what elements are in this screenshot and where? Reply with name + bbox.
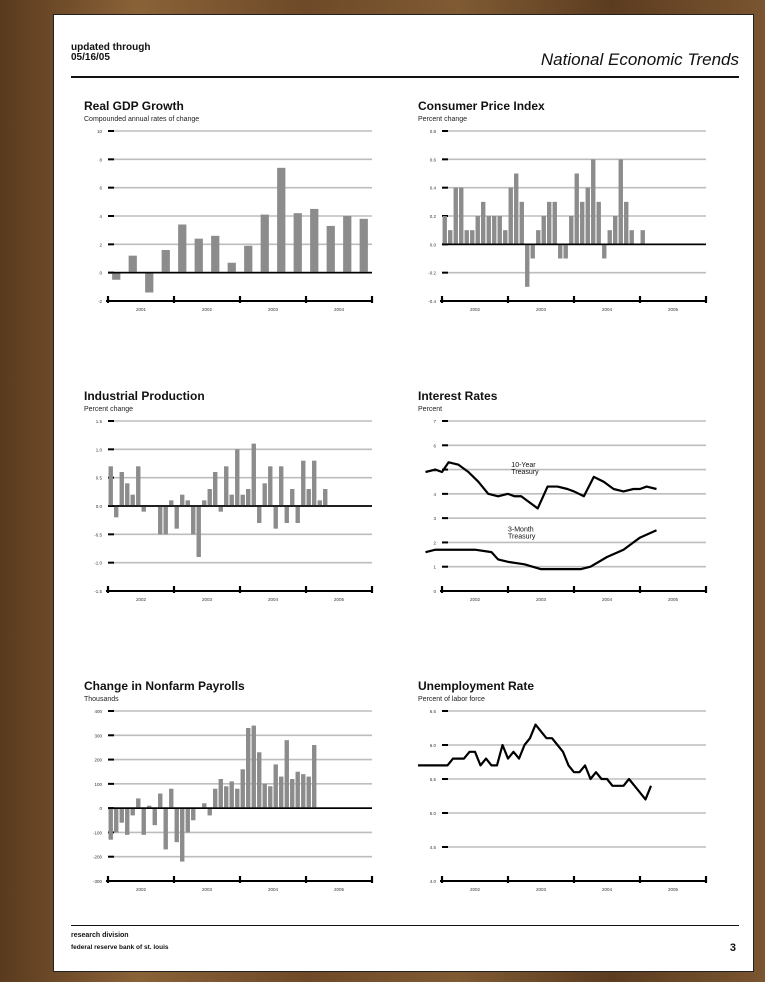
bar (465, 230, 469, 244)
bar (624, 202, 628, 245)
bar (274, 764, 278, 808)
y-tick-label: 4.0 (429, 879, 436, 884)
bar (327, 226, 335, 273)
bar (285, 506, 289, 523)
y-tick-label: 6 (433, 443, 436, 449)
y-tick-label: 0.5 (95, 475, 102, 481)
bar (129, 256, 137, 273)
bar (175, 808, 179, 842)
series-label-line: Treasury (511, 469, 539, 477)
chart-subtitle: Percent of labor force (418, 696, 485, 703)
bar (520, 202, 524, 245)
bar (470, 230, 474, 244)
bar (547, 202, 551, 245)
x-tick-label: 2004 (601, 307, 613, 312)
bar (553, 202, 557, 245)
chart-plot (418, 705, 718, 910)
bar (323, 489, 327, 506)
bar (487, 216, 491, 244)
chart-subtitle: Compounded annual rates of change (84, 116, 200, 123)
series-label (508, 527, 536, 541)
bar (195, 239, 203, 273)
bar (613, 216, 617, 244)
chart-plot (418, 415, 718, 620)
bar (279, 466, 283, 506)
x-tick-label: 2004 (267, 887, 279, 892)
y-tick-label: 0.6 (429, 157, 436, 163)
bar (257, 506, 261, 523)
bar (244, 246, 252, 273)
bar (252, 726, 256, 809)
bar (131, 495, 135, 506)
bar (580, 202, 584, 245)
bar (158, 506, 162, 534)
y-tick-label: 200 (94, 757, 102, 763)
x-tick-label: 2002 (469, 887, 481, 892)
bar (641, 230, 645, 244)
bar (558, 244, 562, 258)
bar (263, 784, 267, 808)
series-label (511, 462, 539, 476)
bar (509, 188, 513, 245)
bar (186, 808, 190, 832)
page-number: 3 (729, 942, 736, 954)
bar (591, 159, 595, 244)
header-rule (71, 76, 739, 78)
x-tick-label: 2003 (267, 307, 279, 312)
chart-subtitle: Percent change (84, 406, 134, 413)
x-tick-label: 2003 (535, 307, 547, 312)
bar (307, 777, 311, 809)
y-tick-label: 5 (433, 467, 436, 473)
chart-nonfarm-payrolls (84, 679, 384, 914)
bar (125, 808, 129, 835)
bar (294, 213, 302, 273)
bar (211, 236, 219, 273)
y-tick-label: 0.0 (95, 504, 102, 509)
y-tick-label: 7 (433, 419, 436, 424)
bar (290, 779, 294, 808)
x-tick-label: 2003 (535, 887, 547, 892)
chart-subtitle: Thousands (84, 696, 119, 703)
bar (169, 500, 173, 506)
bar (213, 789, 217, 808)
bar (476, 216, 480, 244)
bar (263, 483, 267, 506)
y-tick-label: 1 (433, 564, 436, 570)
x-tick-label: 2003 (201, 597, 213, 602)
bar (136, 466, 140, 506)
y-tick-label: 0 (433, 589, 436, 594)
bar (191, 808, 195, 820)
x-tick-label: 2004 (601, 887, 613, 892)
x-tick-label: 2005 (667, 887, 679, 892)
bar (114, 808, 118, 832)
bar (120, 472, 124, 506)
bar (219, 506, 223, 512)
bar (186, 500, 190, 506)
y-tick-label: -0.2 (428, 270, 436, 276)
y-tick-label: 3 (433, 516, 436, 522)
bar (142, 506, 146, 512)
y-tick-label: -300 (92, 879, 102, 884)
bar (180, 495, 184, 506)
bar (443, 216, 447, 244)
x-tick-label: 2002 (135, 597, 147, 602)
bar (318, 500, 322, 506)
bar (252, 444, 256, 506)
bar (459, 188, 463, 245)
bar (219, 779, 223, 808)
bar (109, 808, 113, 840)
footer-division: research division (71, 932, 129, 939)
y-tick-label: 6.5 (429, 709, 436, 714)
bar (257, 752, 261, 808)
bar (569, 216, 573, 244)
bar (112, 273, 120, 280)
bar (343, 216, 351, 273)
y-tick-label: 400 (94, 709, 102, 714)
bar (228, 263, 236, 273)
bar (230, 781, 234, 808)
bar (142, 808, 146, 835)
y-tick-label: 6 (99, 185, 102, 191)
x-tick-label: 2005 (333, 597, 345, 602)
series-label-line: 10-Year (511, 462, 536, 470)
bar (158, 794, 162, 809)
x-tick-label: 2005 (333, 887, 345, 892)
x-tick-label: 2001 (135, 307, 147, 312)
bar (301, 461, 305, 506)
bar (301, 774, 305, 808)
chart-title: Consumer Price Index (418, 99, 545, 113)
bar (525, 244, 529, 287)
publication-title: National Economic Trends (540, 50, 739, 69)
bar (307, 489, 311, 506)
y-tick-label: 0.4 (429, 185, 436, 191)
y-tick-label: 0 (99, 806, 102, 812)
series-line (426, 530, 657, 569)
bar (586, 188, 590, 245)
bar (575, 174, 579, 245)
chart-industrial-production (84, 389, 384, 624)
bar (114, 506, 118, 517)
y-tick-label: 4 (99, 214, 102, 219)
x-tick-label: 2004 (333, 307, 345, 312)
footer-rule (71, 925, 739, 926)
x-tick-label: 2004 (601, 597, 613, 602)
chart-unemployment-rate (418, 679, 718, 914)
bar (208, 489, 212, 506)
bar (542, 216, 546, 244)
y-tick-label: 6.0 (429, 743, 436, 748)
y-tick-label: -1.5 (94, 589, 102, 594)
bar (514, 174, 518, 245)
bar (197, 506, 201, 557)
series-label-line: Treasury (508, 533, 536, 541)
bar (619, 159, 623, 244)
x-tick-label: 2005 (667, 307, 679, 312)
bar (224, 786, 228, 808)
bar (268, 786, 272, 808)
bar (454, 188, 458, 245)
bar (235, 449, 239, 506)
bar (608, 230, 612, 244)
bar (178, 225, 186, 273)
y-tick-label: 2 (433, 540, 436, 546)
bar (277, 168, 285, 273)
y-tick-label: 1.0 (95, 447, 102, 453)
series-label-line: 3-Month (508, 526, 534, 534)
y-tick-label: 100 (94, 781, 102, 787)
bar (241, 495, 245, 506)
bar (246, 489, 250, 506)
bar (164, 506, 168, 534)
bar (202, 500, 206, 506)
y-tick-label: -0.4 (428, 299, 436, 304)
document-page (53, 14, 754, 972)
x-tick-label: 2002 (201, 307, 213, 312)
bar (268, 466, 272, 506)
bar (296, 506, 300, 523)
y-tick-label: 0.0 (429, 242, 436, 248)
bar (136, 798, 140, 808)
bar (312, 745, 316, 808)
y-tick-label: -1.0 (94, 560, 102, 566)
bar (125, 483, 129, 506)
y-tick-label: -0.5 (94, 532, 102, 538)
y-tick-label: 0.2 (429, 214, 436, 219)
chart-real-gdp-growth (84, 99, 384, 334)
bar (279, 777, 283, 809)
chart-plot (84, 125, 384, 330)
bar (145, 273, 153, 293)
chart-title: Industrial Production (84, 389, 205, 403)
bar (274, 506, 278, 529)
chart-subtitle: Percent (418, 406, 443, 413)
bar (169, 789, 173, 808)
footer-bank: federal reserve bank of st. louis (71, 944, 169, 951)
bar (597, 202, 601, 245)
bar (120, 808, 124, 823)
x-tick-label: 2005 (667, 597, 679, 602)
series-line (418, 725, 651, 800)
y-tick-label: 4 (433, 491, 436, 497)
y-tick-label: 8 (99, 157, 102, 163)
bar (153, 808, 157, 825)
y-tick-label: 5.0 (429, 811, 436, 816)
bar (235, 789, 239, 808)
x-tick-label: 2002 (135, 887, 147, 892)
y-tick-label: -200 (92, 854, 102, 860)
bar (191, 506, 195, 534)
bar (213, 472, 217, 506)
chart-title: Interest Rates (418, 389, 498, 403)
bar (602, 244, 606, 258)
updated-through: updated through 05/16/05 (71, 42, 151, 63)
bar (296, 772, 300, 808)
y-tick-label: 4.5 (429, 845, 436, 850)
y-tick-label: 0 (99, 270, 102, 276)
bar (481, 202, 485, 245)
bar (241, 769, 245, 808)
bar (448, 230, 452, 244)
bar (290, 489, 294, 506)
chart-interest-rates (418, 389, 718, 624)
bar (285, 740, 289, 808)
y-tick-label: 1.5 (95, 419, 102, 424)
bar (109, 466, 113, 506)
bar (208, 808, 212, 815)
chart-plot (84, 705, 384, 910)
bar (531, 244, 535, 258)
y-tick-label: -100 (92, 830, 102, 836)
bar (261, 215, 269, 273)
bar (564, 244, 568, 258)
bar (164, 808, 168, 849)
bar (224, 466, 228, 506)
y-tick-label: 300 (94, 733, 102, 739)
y-tick-label: 2 (99, 242, 102, 248)
x-tick-label: 2002 (469, 597, 481, 602)
bar (162, 250, 170, 273)
bar (492, 216, 496, 244)
bar (310, 209, 318, 273)
chart-consumer-price-index (418, 99, 718, 334)
y-tick-label: 0.8 (429, 129, 436, 134)
x-tick-label: 2003 (535, 597, 547, 602)
bar (131, 808, 135, 815)
chart-title: Unemployment Rate (418, 679, 535, 693)
bar (360, 219, 368, 273)
bar (498, 216, 502, 244)
chart-subtitle: Percent change (418, 116, 468, 123)
bar (312, 461, 316, 506)
y-tick-label: -2 (97, 299, 102, 304)
chart-title: Real GDP Growth (84, 99, 184, 113)
bar (246, 728, 250, 808)
chart-plot (84, 415, 384, 620)
bar (630, 230, 634, 244)
x-tick-label: 2004 (267, 597, 279, 602)
x-tick-label: 2002 (469, 307, 481, 312)
bar (230, 495, 234, 506)
chart-title: Change in Nonfarm Payrolls (84, 679, 245, 693)
bar (536, 230, 540, 244)
bar (175, 506, 179, 529)
bar (503, 230, 507, 244)
y-tick-label: 10 (96, 129, 102, 134)
bar (180, 808, 184, 861)
y-tick-label: 5.5 (429, 777, 436, 782)
x-tick-label: 2003 (201, 887, 213, 892)
chart-plot (418, 125, 718, 330)
